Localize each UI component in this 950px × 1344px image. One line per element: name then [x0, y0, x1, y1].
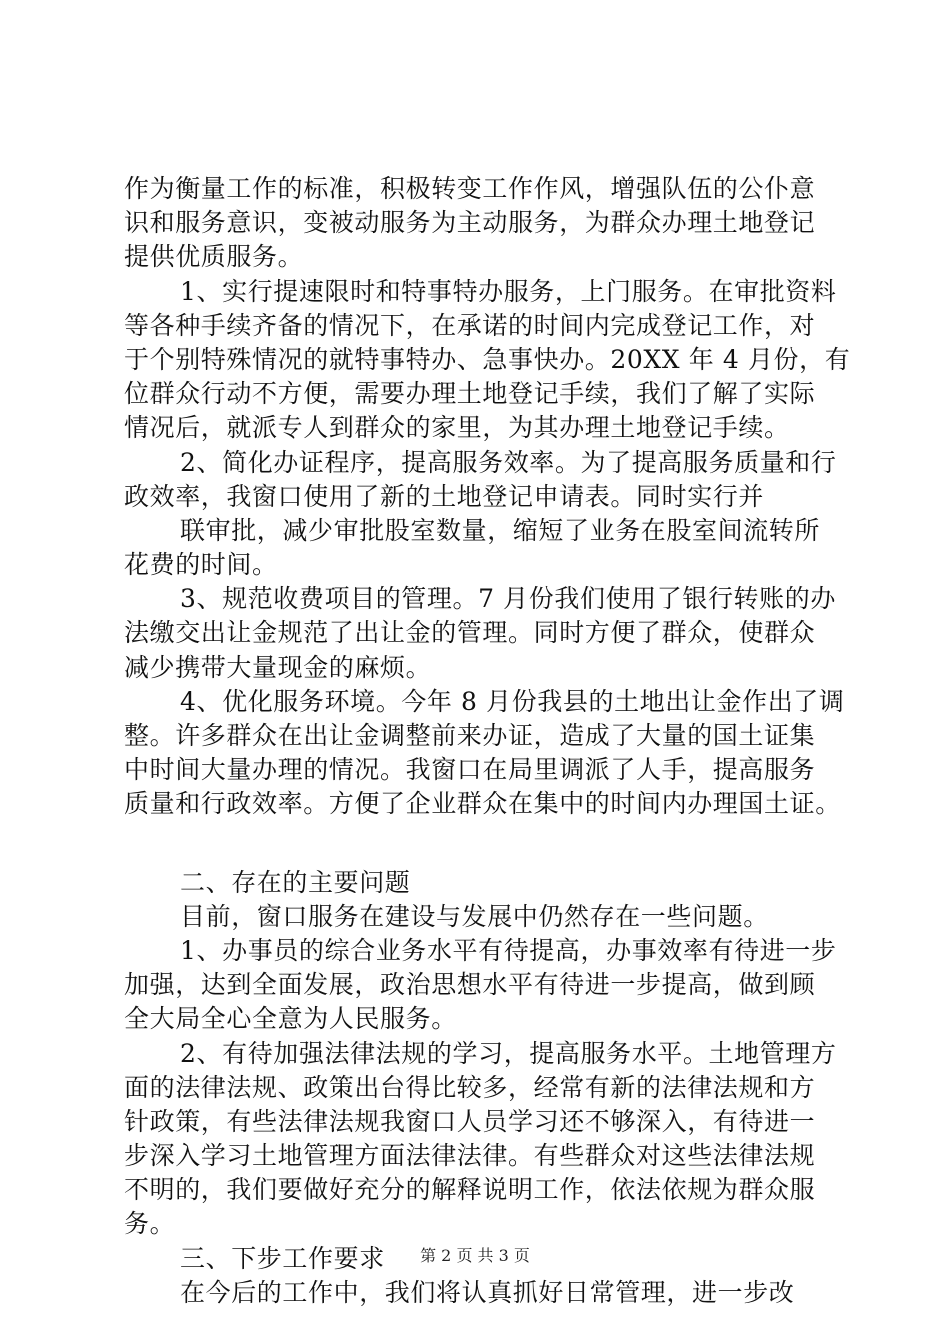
text-line: 质量和行政效率。方便了企业群众在集中的时间内办理国土证。 [124, 789, 841, 819]
text-line: 加强，达到全面发展，政治思想水平有待进一步提高，做到顾 [124, 970, 816, 1000]
document-body [124, 172, 851, 1310]
paragraph-gap [124, 822, 844, 866]
text-line: 花费的时间。 [124, 550, 278, 580]
paragraph-start-line: 联审批，减少审批股室数量，缩短了业务在股室间流转所 [180, 515, 821, 545]
text-line: 法缴交出让金规范了出让金的管理。同时方便了群众，使群众 [124, 618, 816, 648]
paragraph-start-line: 4、优化服务环境。今年 8 月份我县的土地出让金作出了调 [180, 686, 845, 716]
text-line: 政效率，我窗口使用了新的土地登记申请表。同时实行并 [124, 481, 765, 511]
text-line: 整。许多群众在出让金调整前来办证，造成了大量的国土证集 [124, 721, 816, 750]
section-heading: 三、下步工作要求 [180, 1243, 385, 1273]
text-line: 识和服务意识，变被动服务为主动服务，为群众办理土地登记 [124, 208, 816, 238]
text-line: 提供优质服务。 [124, 242, 304, 272]
text-line: 于个别特殊情况的就特事特办、急事快办。20XX 年 4 月份，有 [124, 344, 851, 374]
text-line: 情况后，就派专人到群众的家里，为其办理土地登记手续。 [124, 413, 790, 443]
paragraph-start-line: 在今后的工作中，我们将认真抓好日常管理，进一步改 [180, 1277, 795, 1307]
text-line: 针政策，有些法律法规我窗口人员学习还不够深入，有待进一 [124, 1106, 816, 1136]
text-line: 面的法律法规、政策出台得比较多，经常有新的法律法规和方 [124, 1072, 816, 1102]
paragraph-start-line: 3、规范收费项目的管理。7 月份我们使用了银行转账的办 [180, 584, 836, 614]
text-line: 不明的，我们要做好充分的解释说明工作，依法依规为群众服 [124, 1175, 816, 1205]
paragraph-start-line: 2、简化办证程序，提高服务效率。为了提高服务质量和行 [180, 447, 837, 477]
paragraph-start-line: 1、办事员的综合业务水平有待提高，办事效率有待进一步 [180, 935, 837, 965]
paragraph-start-line: 1、实行提速限时和特事特办服务，上门服务。在审批资料 [180, 276, 837, 306]
text-line: 位群众行动不方便，需要办理土地登记手续，我们了解了实际 [124, 379, 816, 409]
text-line: 作为衡量工作的标准，积极转变工作作风，增强队伍的公仆意 [124, 174, 816, 203]
paragraph-start-line: 目前，窗口服务在建设与发展中仍然存在一些问题。 [180, 901, 769, 931]
page-footer: 第 2 页 共 3 页 [420, 1246, 530, 1265]
text-line: 中时间大量办理的情况。我窗口在局里调派了人手，提高服务 [124, 755, 816, 785]
text-line: 全大局全心全意为人民服务。 [124, 1004, 457, 1034]
text-line: 减少携带大量现金的麻烦。 [124, 652, 432, 682]
section-heading: 二、存在的主要问题 [180, 867, 411, 897]
paragraph-start-line: 2、有待加强法律法规的学习，提高服务水平。土地管理方 [180, 1038, 837, 1068]
text-line: 务。 [124, 1209, 176, 1239]
text-line: 等各种手续齐备的情况下，在承诺的时间内完成登记工作，对 [124, 310, 816, 340]
text-line: 步深入学习土地管理方面法律法律。有些群众对这些法律法规 [124, 1141, 816, 1171]
